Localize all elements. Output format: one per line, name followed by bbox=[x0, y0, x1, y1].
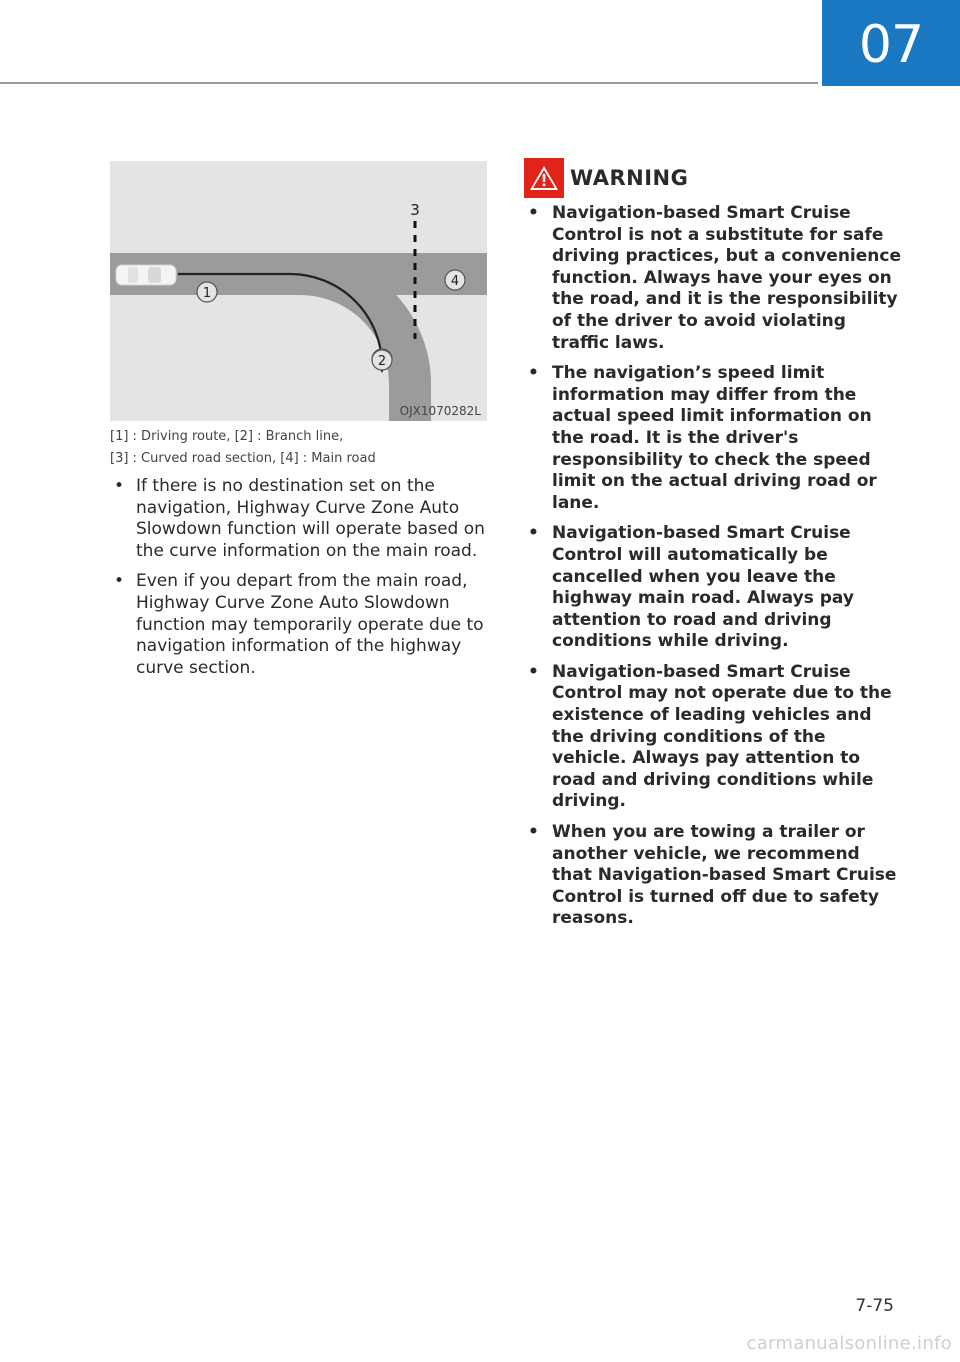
branch-road bbox=[110, 274, 410, 421]
svg-text:1: 1 bbox=[202, 286, 212, 301]
warning-list bbox=[524, 203, 904, 939]
car-icon bbox=[116, 265, 176, 285]
warning-item: • When you are towing a trailer or another vehicle, we recommend that Navigation-based Smart Cruise Control is turned off due to safety reasons. bbox=[524, 822, 904, 930]
info-item: • Even if you depart from the main road, Highway Curve Zone Auto Slowdown function may temporarily operate due to navigation information of the highway curve section. bbox=[110, 571, 490, 679]
chapter-tab: 07 bbox=[822, 0, 960, 86]
label-1 bbox=[197, 282, 217, 302]
road-diagram bbox=[110, 161, 487, 421]
svg-text:4: 4 bbox=[450, 274, 460, 289]
warning-item: • Navigation-based Smart Cruise Control may not operate due to the existence of leading vehicles and the driving conditions of the vehicle. Always pay attention to road and driving conditions while driving. bbox=[524, 662, 904, 813]
warning-item: • Navigation-based Smart Cruise Control will automatically be cancelled when you leave the highway main road. Always pay attention to road and driving conditions while driving. bbox=[524, 523, 904, 653]
caption-line-1: [1] : Driving route, [2] : Branch line, bbox=[110, 429, 344, 444]
warning-item: • The navigation’s speed limit information may differ from the actual speed limit information on the road. It is the driver's responsibility to check the speed limit on the actual driving road or lane. bbox=[524, 363, 904, 514]
warning-triangle-icon bbox=[524, 158, 564, 198]
info-item: • If there is no destination set on the navigation, Highway Curve Zone Auto Slowdown function will operate based on the curve information on the main road. bbox=[110, 476, 490, 562]
figure-code: OJX1070282L bbox=[399, 404, 481, 418]
label-4 bbox=[445, 270, 465, 290]
figure-caption bbox=[110, 426, 490, 470]
warning-title: WARNING bbox=[570, 166, 689, 190]
page-number: 7-75 bbox=[855, 1296, 894, 1316]
label-3: 3 bbox=[410, 201, 420, 219]
watermark: carmanualsonline.info bbox=[746, 1333, 952, 1354]
warning-item: • Navigation-based Smart Cruise Control is not a substitute for safe driving practices, but a convenience function. Always have your eyes on the road, and it is the responsibility of the driver to avoid violating traffic laws. bbox=[524, 203, 904, 354]
info-list bbox=[110, 476, 490, 688]
caption-line-2: [3] : Curved road section, [4] : Main road bbox=[110, 451, 376, 466]
header-rule bbox=[0, 82, 818, 84]
road-diagram-svg bbox=[110, 161, 487, 421]
svg-text:2: 2 bbox=[377, 354, 387, 369]
label-2-text-group bbox=[372, 350, 392, 370]
warning-header bbox=[524, 158, 688, 198]
